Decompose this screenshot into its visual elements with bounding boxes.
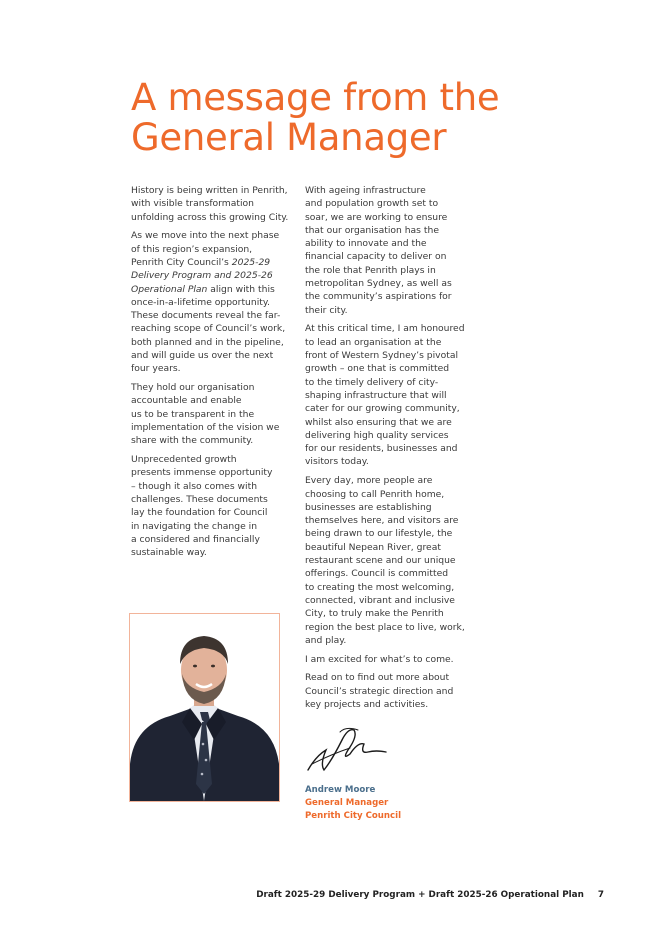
text-line: and population growth set to: [305, 198, 439, 210]
text-segment: Penrith City Council’s: [131, 256, 232, 268]
text-line: of this region’s expansion,: [131, 243, 253, 255]
signatory-name: Andrew Moore: [305, 785, 376, 795]
text-line: and play.: [305, 634, 347, 646]
text-line: whilst also ensuring that we are: [305, 416, 452, 428]
text-line: With ageing infrastructure: [305, 185, 426, 196]
page-title-line-1: A message from the: [131, 76, 500, 119]
right-text-column: [305, 184, 465, 717]
text-line: reaching scope of Council’s work,: [131, 323, 286, 335]
paragraph: [305, 474, 465, 647]
text-line: beautiful Nepean River, great: [305, 541, 441, 553]
text-line: delivering high quality services: [305, 429, 449, 441]
text-line: the community’s aspirations for: [305, 291, 452, 303]
text-line: City, to truly make the Penrith: [305, 608, 444, 620]
text-line: [131, 283, 286, 296]
text-line: for our residents, businesses and: [305, 443, 458, 455]
text-line: unfolding across this growing City.: [131, 211, 289, 223]
text-line: region the best place to live, work,: [305, 621, 465, 633]
text-line: Read on to find out more about: [305, 672, 450, 684]
text-line: History is being written in Penrith,: [131, 185, 288, 196]
text-line: choosing to call Penrith home,: [305, 488, 445, 500]
text-segment: align with this: [207, 283, 275, 295]
text-line: to the timely delivery of city-: [305, 376, 439, 388]
text-line: a considered and financially: [131, 533, 260, 545]
paragraph: [131, 229, 286, 375]
text-line: soar, we are working to ensure: [305, 211, 448, 223]
text-line: – though it also comes with: [131, 480, 258, 492]
text-line: metropolitan Sydney, as well as: [305, 278, 452, 290]
text-line: They hold our organisation: [131, 382, 255, 394]
text-line: in navigating the change in: [131, 520, 258, 532]
text-line: their city.: [305, 304, 348, 316]
text-line: ability to innovate and the: [305, 238, 427, 250]
document-title-italic: Delivery Program and 2025-26: [131, 270, 273, 282]
footer-document-title: Draft 2025-29 Delivery Program + Draft 2025-26 Operational Plan: [256, 890, 584, 900]
signature-block: [305, 784, 401, 823]
text-line: and will guide us over the next: [131, 350, 274, 362]
text-line: Unprecedented growth: [131, 454, 237, 466]
paragraph: [305, 653, 465, 666]
text-line: themselves here, and visitors are: [305, 515, 459, 527]
left-text-column: [131, 184, 289, 565]
text-line: visitors today.: [305, 456, 369, 468]
text-line: us to be transparent in the: [131, 408, 255, 420]
page-footer: [256, 890, 604, 900]
text-line: Council’s strategic direction and: [305, 685, 454, 697]
text-line: growth – one that is committed: [305, 363, 450, 375]
text-line: As we move into the next phase: [131, 230, 280, 242]
text-line: Every day, more people are: [305, 475, 433, 487]
page-title: [131, 78, 571, 158]
page-title-line-2: General Manager: [131, 116, 447, 159]
text-line: the role that Penrith plays in: [305, 264, 436, 276]
text-line: to creating the most welcoming,: [305, 581, 455, 593]
text-line: with visible transformation: [131, 198, 254, 210]
text-line: These documents reveal the far-: [131, 310, 281, 322]
document-title-italic: Operational Plan: [131, 283, 208, 295]
text-line: lay the foundation for Council: [131, 507, 268, 519]
text-line: presents immense opportunity: [131, 467, 273, 479]
text-line: financial capacity to deliver on: [305, 251, 447, 263]
general-manager-portrait-photo: [129, 613, 280, 802]
text-line: being drawn to our lifestyle, the: [305, 528, 453, 540]
text-line: key projects and activities.: [305, 698, 429, 710]
page-number: 7: [597, 890, 604, 900]
signatory-organisation: Penrith City Council: [305, 811, 402, 821]
text-line: [131, 256, 286, 269]
paragraph: [131, 453, 286, 559]
document-title-italic: 2025-29: [231, 256, 271, 268]
paragraph: [305, 322, 465, 468]
paragraph: [131, 381, 286, 447]
text-line: implementation of the vision we: [131, 422, 280, 434]
text-line: share with the community.: [131, 435, 254, 447]
text-line: [131, 269, 286, 282]
paragraph: [131, 184, 289, 224]
text-line: accountable and enable: [131, 395, 242, 407]
text-line: to lead an organisation at the: [305, 336, 442, 348]
paragraph: [305, 184, 465, 317]
text-line: cater for our growing community,: [305, 403, 460, 415]
portrait-illustration: [130, 614, 279, 801]
text-line: businesses are establishing: [305, 501, 432, 513]
paragraph: [305, 671, 465, 711]
handwritten-signature: [302, 720, 392, 776]
signatory-title: General Manager: [305, 798, 389, 808]
text-line: connected, vibrant and inclusive: [305, 594, 455, 606]
text-line: restaurant scene and our unique: [305, 555, 456, 567]
text-line: sustainable way.: [131, 547, 207, 559]
text-line: that our organisation has the: [305, 224, 439, 236]
text-line: four years.: [131, 363, 181, 375]
text-line: offerings. Council is committed: [305, 568, 449, 580]
text-line: front of Western Sydney’s pivotal: [305, 350, 459, 362]
text-line: both planned and in the pipeline,: [131, 336, 284, 348]
text-line: challenges. These documents: [131, 494, 268, 506]
text-line: shaping infrastructure that will: [305, 389, 447, 401]
text-line: I am excited for what’s to come.: [305, 653, 454, 665]
text-line: once-in-a-lifetime opportunity.: [131, 296, 270, 308]
text-line: At this critical time, I am honoured: [305, 323, 465, 335]
